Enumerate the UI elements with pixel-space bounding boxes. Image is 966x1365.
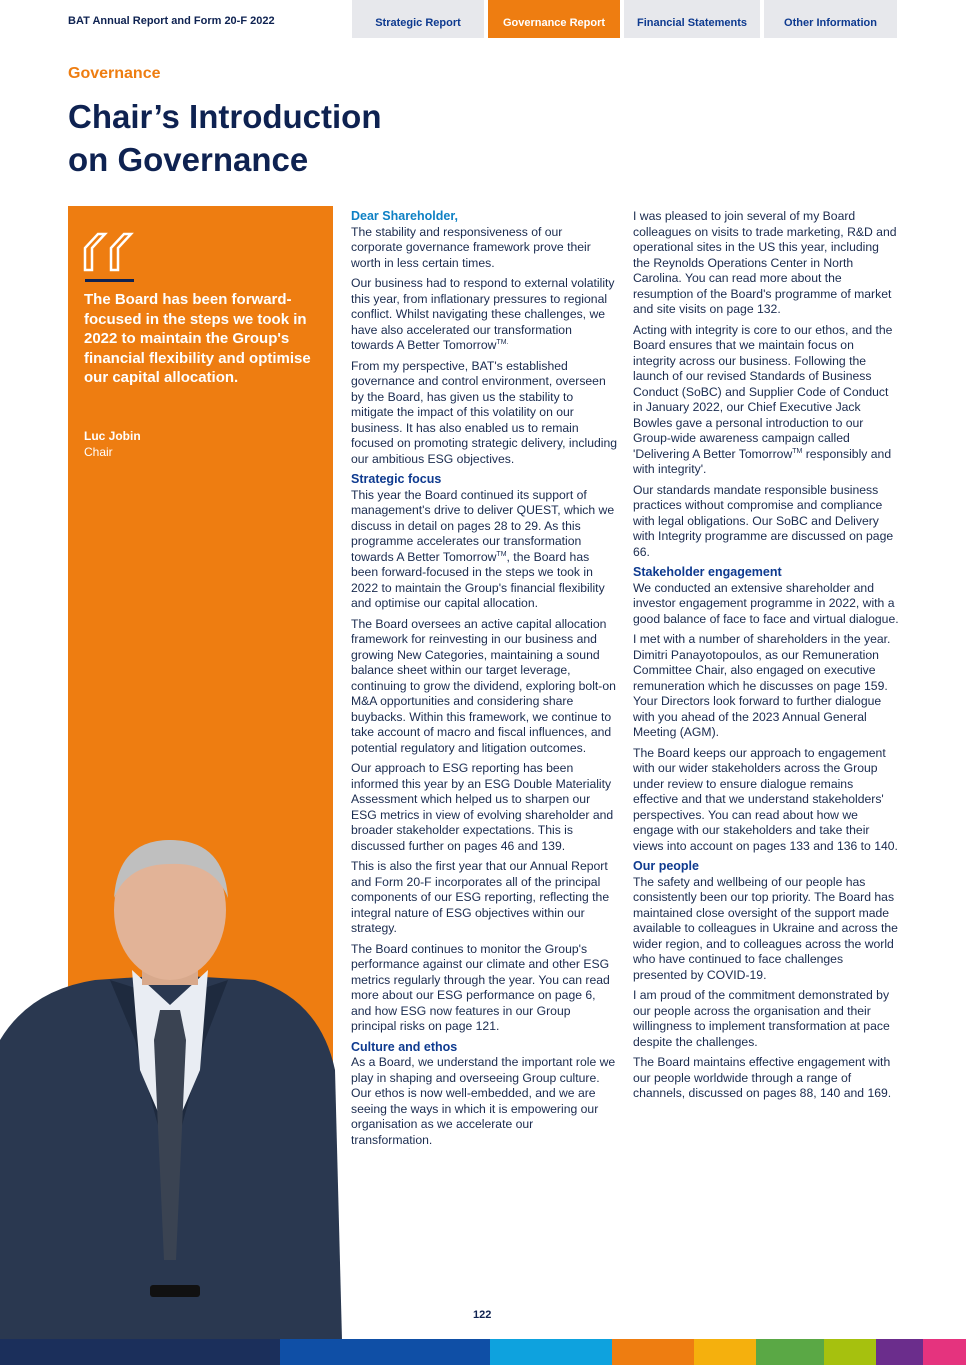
paragraph: I met with a number of shareholders in the year. Dimitri Panayotopoulos, as our Remuneration Committee Chair, also engaged on executive remuneration which he discusses on page 159. Your Directors look forward to further dialogue with you ahead of the 2023 Annual General Meeting (AGM).	[633, 632, 891, 739]
page-title-line-1: Chair’s Introduction	[68, 98, 382, 135]
paragraph-text: responsibly and with integrity'.	[633, 446, 892, 476]
paragraph: The Board maintains effective engagement with our people worldwide through a range of channels, discussed on pages 88, 140 and 169.	[633, 1055, 892, 1100]
trademark-mark: TM.	[496, 338, 509, 346]
page-number: 122	[473, 1309, 492, 1321]
paragraph	[351, 276, 617, 354]
pull-quote-text: The Board has been forward-focused in the steps we took in 2022 to maintain the Group's financial flexibility and optimise our capital allocation.	[84, 291, 311, 386]
article-column-1	[351, 209, 617, 1153]
color-bar-segment	[490, 1339, 612, 1365]
paragraph: We conducted an extensive shareholder and investor engagement programme in 2022, with a good balance of face to face and virtual dialogue.	[633, 580, 899, 626]
paragraph: The stability and responsiveness of our corporate governance framework prove their worth in less certain times.	[351, 224, 591, 270]
color-bar-segment	[876, 1339, 923, 1365]
paragraph: I am proud of the commitment demonstrated by our people across the organisation and their willingness to implement transformation at pace despite the challenges.	[633, 988, 890, 1049]
paragraph: Our standards mandate responsible business practices without compromise and compliance with legal obligations. Our SoBC and Delivery with Integrity programme are discussed on page 66.	[633, 482, 894, 559]
paragraph: The Board continues to monitor the Group's performance against our climate and other ESG metrics regularly through the year. You can read more about our ESG performance on page 6, and how ESG now features in our Group principal risks on page 121.	[351, 941, 610, 1033]
paragraph-text: Our business had to respond to external volatility this year, from inflationary pressures to regional conflict. Whilst navigating these challenges, we have also accelerated our transformation towards A Better Tomorrow	[351, 276, 615, 352]
heading-stakeholder-engagement: Stakeholder engagement	[633, 565, 782, 579]
paragraph: The Board keeps our approach to engagement with our wider stakeholders across the Group under review to ensure dialogue remains effective and that we understand stakeholders' perspectives. You can read about how we engage with our stakeholders and take their views into account on pages 133 and 136 to 140.	[633, 745, 898, 853]
tab-financial-statements[interactable]: Financial Statements	[624, 0, 760, 38]
tab-other-information[interactable]: Other Information	[764, 0, 897, 38]
color-bar-segment	[824, 1339, 876, 1365]
color-bar-segment	[694, 1339, 756, 1365]
heading-our-people: Our people	[633, 859, 699, 873]
color-bar-segment	[280, 1339, 490, 1365]
tab-strategic-report[interactable]: Strategic Report	[352, 0, 484, 38]
paragraph: I was pleased to join several of my Board colleagues on visits to trade marketing, R&D and operational sites in the US this year, including the Reynolds Operations Center in North Carolina. You can read more about the resumption of the Board's programme of market and site visits on page 132.	[633, 209, 897, 316]
trademark-mark: TM	[792, 447, 803, 455]
section-label: Governance	[68, 65, 161, 82]
color-bar-segment	[612, 1339, 694, 1365]
brand-color-bar	[0, 1339, 966, 1365]
article-column-2	[633, 209, 899, 1107]
paragraph	[351, 488, 617, 612]
quote-mark-icon	[83, 232, 135, 272]
trademark-mark: TM	[496, 550, 507, 558]
heading-strategic-focus: Strategic focus	[351, 472, 442, 486]
quote-author: Luc Jobin	[84, 429, 141, 443]
color-bar-segment	[0, 1339, 280, 1365]
tab-governance-report[interactable]: Governance Report	[488, 0, 620, 38]
quote-author-role: Chair	[84, 445, 113, 459]
color-bar-segment	[923, 1339, 966, 1365]
salutation: Dear Shareholder,	[351, 209, 458, 223]
paragraph: This is also the first year that our Annual Report and Form 20-F incorporates all of the principal components of our ESG reporting, reflecting the integral nature of ESG objectives within our strategy.	[351, 859, 610, 935]
quote-divider	[85, 279, 134, 282]
paragraph: From my perspective, BAT's established governance and control environment, overseen by the Board, has given us the stability to mitigate the impact of this volatility on our business. It has also enabled us to remain focused on promoting strategic delivery, including our ambitious ESG objectives.	[351, 358, 618, 466]
paragraph-text: Acting with integrity is core to our ethos, and the Board ensures that we maintain focus on integrity across our business. Following the launch of our revised Standards of Business Conduct (SoBC) and Supplier Code of Conduct in January 2022, our Chief Executive Jack Bowles gave a personal introduction to our Group-wide awareness campaign called 'Delivering A Better Tomorrow	[633, 322, 893, 461]
paragraph: The safety and wellbeing of our people has consistently been our top priority. The Board has maintained close oversight of the support made available to colleagues in Ukraine and across the wider region, and to colleagues across the world who have continued to face challenges presented by COVID-19.	[633, 874, 898, 982]
paragraph: The Board oversees an active capital allocation framework for reinvesting in our business and growing New Categories, maintaining a sound balance sheet within our target leverage, continuing to grow the dividend, exploring bolt-on M&A opportunities and considering share buybacks. Within this framework, we continue to take account of macro and fiscal influences, and potential regulatory and litigation outcomes.	[351, 616, 616, 755]
heading-culture-and-ethos: Culture and ethos	[351, 1039, 458, 1054]
page-title	[68, 95, 488, 181]
report-title: BAT Annual Report and Form 20-F 2022	[68, 15, 275, 27]
paragraph	[633, 323, 899, 478]
paragraph-text: This year the Board continued its support of management's drive to deliver QUEST, which we discuss in detail on pages 28 to 29. As this programme accelerates our transformation towards A Better Tomorrow	[351, 487, 615, 564]
color-bar-segment	[756, 1339, 824, 1365]
paragraph-text: , the Board has been forward-focused in the steps we took in 2022 to maintain the Group's financial flexibility and optimise our capital allocation.	[351, 549, 605, 610]
page-title-line-2: on Governance	[68, 141, 309, 178]
paragraph: Our approach to ESG reporting has been informed this year by an ESG Double Materiality Assessment which helped us to sharpen our ESG metrics in view of evolving shareholder and broader stakeholder expectations. This is discussed further on pages 46 and 139.	[351, 761, 614, 853]
paragraph: As a Board, we understand the important role we play in shaping and overseeing Group culture. Our ethos is now well-embedded, and we are seeing the ways in which it is empowering our organisation as we accelerate our transformation.	[351, 1055, 616, 1147]
chair-portrait-image	[0, 840, 345, 1340]
